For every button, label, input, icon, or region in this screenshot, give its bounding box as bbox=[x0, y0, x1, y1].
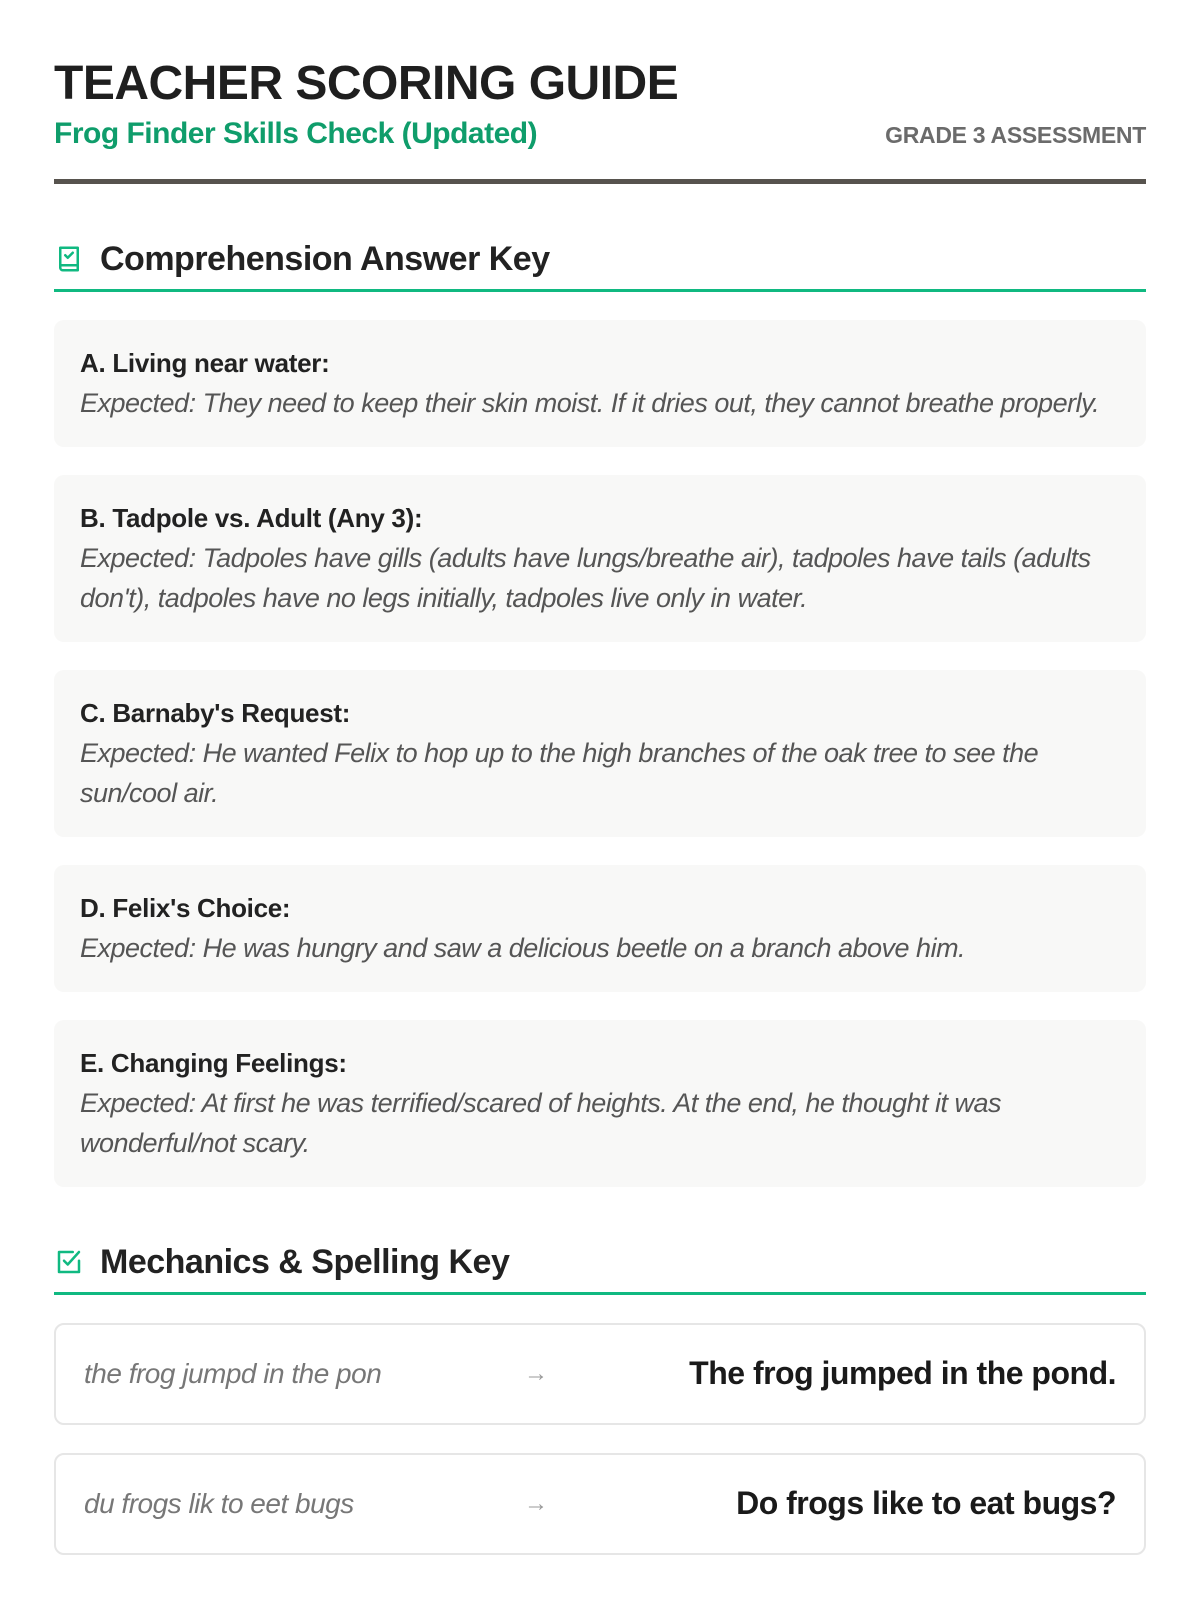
question-label: D. Felix's Choice: bbox=[80, 892, 291, 923]
question-label: B. Tadpole vs. Adult (Any 3): bbox=[80, 502, 423, 533]
incorrect-sentence: the frog jumpd in the pon bbox=[84, 1357, 382, 1389]
correction-row bbox=[54, 1453, 1146, 1555]
answer-card bbox=[54, 1020, 1146, 1187]
comprehension-list bbox=[54, 320, 1146, 1187]
expected-answer: Expected: He was hungry and saw a delicious beetle on a branch above him. bbox=[80, 932, 966, 963]
checkbox-check-icon bbox=[54, 1247, 84, 1277]
question-label: E. Changing Feelings: bbox=[80, 1047, 347, 1078]
corrected-sentence: Do frogs like to eat bugs? bbox=[736, 1485, 1116, 1522]
answer-card bbox=[54, 320, 1146, 447]
book-check-icon bbox=[54, 244, 84, 274]
comprehension-heading: Comprehension Answer Key bbox=[100, 239, 550, 278]
arrow-right-icon: → bbox=[524, 1489, 548, 1517]
arrow-right-icon: → bbox=[524, 1359, 548, 1387]
incorrect-sentence: du frogs lik to eet bugs bbox=[84, 1487, 354, 1519]
page-title: TEACHER SCORING GUIDE bbox=[54, 57, 679, 110]
expected-answer: Expected: He wanted Felix to hop up to the high branches of the oak tree to see the sun/cool air. bbox=[80, 737, 1039, 808]
answer-card bbox=[54, 865, 1146, 992]
mechanics-heading: Mechanics & Spelling Key bbox=[100, 1242, 510, 1281]
page-header bbox=[54, 58, 1146, 184]
expected-answer: Expected: They need to keep their skin moist. If it dries out, they cannot breathe properly. bbox=[80, 387, 1100, 418]
correction-row bbox=[54, 1323, 1146, 1425]
grade-label: GRADE 3 ASSESSMENT bbox=[885, 121, 1146, 148]
answer-card bbox=[54, 475, 1146, 642]
question-label: A. Living near water: bbox=[80, 347, 330, 378]
comprehension-section-header bbox=[54, 240, 1146, 292]
corrected-sentence: The frog jumped in the pond. bbox=[689, 1355, 1116, 1392]
page-subtitle: Frog Finder Skills Check (Updated) bbox=[54, 116, 538, 150]
question-label: C. Barnaby's Request: bbox=[80, 697, 351, 728]
expected-answer: Expected: At first he was terrified/scared of heights. At the end, he thought it was wonderful/not scary. bbox=[80, 1087, 1002, 1158]
mechanics-section-header bbox=[54, 1243, 1146, 1295]
answer-card bbox=[54, 670, 1146, 837]
expected-answer: Expected: Tadpoles have gills (adults have lungs/breathe air), tadpoles have tails (adults don't), tadpoles have no legs initially, tadpoles live only in water. bbox=[80, 542, 1091, 613]
